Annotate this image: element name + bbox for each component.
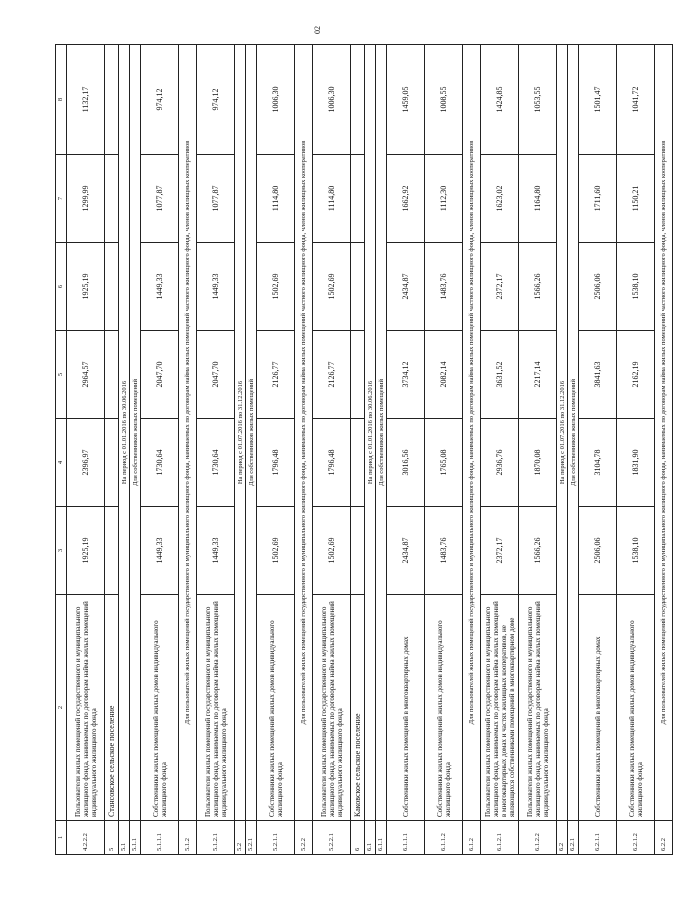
value-cell: 1501,47	[579, 45, 617, 155]
value-cell: 1164,80	[519, 155, 557, 243]
row-code: 6.1.1	[376, 821, 387, 855]
value-cell: 3016,56	[387, 419, 425, 507]
row-code: 5.1.2.1	[197, 821, 235, 855]
table-row	[579, 45, 617, 855]
row-code: 5.1.2	[179, 821, 197, 855]
value-cell: 1623,02	[481, 155, 519, 243]
value-cell: 1114,80	[313, 155, 351, 243]
value-cell: 1925,19	[67, 507, 105, 595]
value-cell: 1449,33	[197, 507, 235, 595]
value-cell: 3841,63	[579, 331, 617, 419]
value-cell: 2126,77	[257, 331, 295, 419]
period-text: На период с 01.01.2016 по 30.06.2016	[119, 45, 130, 821]
value-cell: 3104,78	[579, 419, 617, 507]
header-cell: 2	[56, 595, 67, 821]
value-cell: 2396,97	[67, 419, 105, 507]
value-cell: 1483,76	[425, 243, 463, 331]
value-cell: 1483,76	[425, 507, 463, 595]
section-row	[105, 45, 119, 855]
value-cell: 1299,99	[67, 155, 105, 243]
value-cell: 1538,10	[617, 243, 655, 331]
section-row	[351, 45, 365, 855]
table-row	[67, 45, 105, 855]
row-code: 6.1.1.1	[387, 821, 425, 855]
row-label: Пользователи жилых помещений государственного и муниципального жилищного фонда, нанимаемых по договорам найма жилых помещений индивидуального жилищного фонда	[67, 595, 105, 821]
row-code: 6.1.1.2	[425, 821, 463, 855]
empty-cell	[105, 419, 119, 507]
value-cell: 2434,87	[387, 507, 425, 595]
row-code: 6.1.2.2	[519, 821, 557, 855]
row-code: 6.2	[557, 821, 568, 855]
value-cell: 1502,69	[313, 507, 351, 595]
value-cell: 2372,17	[481, 243, 519, 331]
value-cell: 1730,64	[141, 419, 179, 507]
value-cell: 1006,30	[313, 45, 351, 155]
value-cell: 1538,10	[617, 507, 655, 595]
empty-cell	[105, 331, 119, 419]
row-label: Собственники жилых помещений жилых домов индивидуального жилищного фонда	[257, 595, 295, 821]
period-row	[365, 45, 376, 855]
value-cell: 1112,30	[425, 155, 463, 243]
row-label: Собственники жилых помещений жилых домов индивидуального жилищного фонда	[425, 595, 463, 821]
row-code: 5.2.1.1	[257, 821, 295, 855]
period-row	[235, 45, 246, 855]
table-row	[617, 45, 655, 855]
value-cell: 2506,06	[579, 243, 617, 331]
value-cell: 1730,64	[197, 419, 235, 507]
row-code: 5.1	[119, 821, 130, 855]
header-cell: 8	[56, 45, 67, 155]
value-cell: 1041,72	[617, 45, 655, 155]
empty-cell	[351, 243, 365, 331]
row-code: 6.2.2	[655, 821, 673, 855]
value-cell: 1566,26	[519, 507, 557, 595]
period-text: Для собственников жилых помещений	[246, 45, 257, 821]
period-text: Для пользователей жилых помещений государственного и муниципального жилищного фонда, нанимаемых по договорам найма жилых помещений частного жилищного фонда, членов жилищных кооперативов	[179, 45, 197, 821]
period-row	[119, 45, 130, 855]
row-code: 5	[105, 821, 119, 855]
value-cell: 3734,12	[387, 331, 425, 419]
period-row	[463, 45, 481, 855]
table-row	[425, 45, 463, 855]
row-label: Пользователи жилых помещений государственного и муниципального жилищного фонда, нанимаемых по договорам найма жилых помещений в многоквартирных домах и частях жилищных кооперативов, не являющихся собственниками помещений в многоквартирном доме	[481, 595, 519, 821]
period-row	[557, 45, 568, 855]
value-cell: 1502,69	[257, 243, 295, 331]
value-cell: 1765,08	[425, 419, 463, 507]
period-row	[179, 45, 197, 855]
empty-cell	[105, 45, 119, 155]
row-code: 6.1.2.1	[481, 821, 519, 855]
value-cell: 2162,19	[617, 331, 655, 419]
value-cell: 1008,55	[425, 45, 463, 155]
period-text: На период с 01.07.2016 по 31.12.2016	[235, 45, 246, 821]
empty-cell	[351, 331, 365, 419]
period-text: Для собственников жилых помещений	[568, 45, 579, 821]
row-code: 5.2	[235, 821, 246, 855]
value-cell: 1006,30	[257, 45, 295, 155]
period-text: Для пользователей жилых помещений государственного и муниципального жилищного фонда, нанимаемых по договорам найма жилых помещений частного жилищного фонда, членов жилищных кооперативов	[295, 45, 313, 821]
value-cell: 1566,26	[519, 243, 557, 331]
page-number: 02	[313, 26, 322, 34]
table-row	[481, 45, 519, 855]
value-cell: 1459,05	[387, 45, 425, 155]
value-cell: 1132,17	[67, 45, 105, 155]
row-code: 5.2.1	[246, 821, 257, 855]
value-cell: 1711,60	[579, 155, 617, 243]
value-cell: 2936,76	[481, 419, 519, 507]
value-cell: 1424,85	[481, 45, 519, 155]
value-cell: 1449,33	[141, 507, 179, 595]
period-text: Для собственников жилых помещений	[376, 45, 387, 821]
value-cell: 974,12	[141, 45, 179, 155]
empty-cell	[351, 155, 365, 243]
row-code: 6	[351, 821, 365, 855]
period-text: Для пользователей жилых помещений государственного и муниципального жилищного фонда, нанимаемых по договорам найма жилых помещений частного жилищного фонда, членов жилищных кооперативов	[463, 45, 481, 821]
row-label: Собственники жилых помещений в многоквартирных домах	[387, 595, 425, 821]
empty-cell	[105, 243, 119, 331]
header-row	[56, 45, 67, 855]
header-cell: 6	[56, 243, 67, 331]
table-row	[519, 45, 557, 855]
row-code: 5.1.1.1	[141, 821, 179, 855]
row-label: Собственники жилых помещений жилых домов индивидуального жилищного фонда	[617, 595, 655, 821]
period-text: На период с 01.07.2016 по 31.12.2016	[557, 45, 568, 821]
table-row	[141, 45, 179, 855]
header-cell: 5	[56, 331, 67, 419]
row-code: 6.2.1.1	[579, 821, 617, 855]
period-row	[655, 45, 673, 855]
value-cell: 1502,69	[257, 507, 295, 595]
period-row	[295, 45, 313, 855]
value-cell: 2217,14	[519, 331, 557, 419]
row-code: 6.2.1	[568, 821, 579, 855]
value-cell: 1077,87	[197, 155, 235, 243]
value-cell: 1150,21	[617, 155, 655, 243]
value-cell: 1662,92	[387, 155, 425, 243]
row-label: Пользователи жилых помещений государственного и муниципального жилищного фонда, нанимаемых по договорам найма жилых помещений индивидуального жилищного фонда	[197, 595, 235, 821]
row-code: 5.2.2	[295, 821, 313, 855]
header-cell: 1	[56, 821, 67, 855]
tariff-table	[55, 44, 673, 855]
value-cell: 1796,48	[313, 419, 351, 507]
value-cell: 1831,90	[617, 419, 655, 507]
row-code: 6.1	[365, 821, 376, 855]
header-cell: 7	[56, 155, 67, 243]
value-cell: 2964,57	[67, 331, 105, 419]
row-code: 6.2.1.2	[617, 821, 655, 855]
period-text: На период с 01.01.2016 по 30.06.2016	[365, 45, 376, 821]
value-cell: 1925,19	[67, 243, 105, 331]
row-label: Собственники жилых помещений жилых домов индивидуального жилищного фонда	[141, 595, 179, 821]
value-cell: 1796,48	[257, 419, 295, 507]
value-cell: 2372,17	[481, 507, 519, 595]
value-cell: 1870,08	[519, 419, 557, 507]
row-code: 4.2.2.2	[67, 821, 105, 855]
value-cell: 1449,33	[141, 243, 179, 331]
period-row	[568, 45, 579, 855]
empty-cell	[351, 419, 365, 507]
value-cell: 2434,87	[387, 243, 425, 331]
value-cell: 2047,70	[141, 331, 179, 419]
value-cell: 1077,87	[141, 155, 179, 243]
empty-cell	[351, 507, 365, 595]
value-cell: 1449,33	[197, 243, 235, 331]
table-row	[387, 45, 425, 855]
table-body	[56, 45, 673, 855]
value-cell: 1053,55	[519, 45, 557, 155]
period-row	[246, 45, 257, 855]
table-row	[313, 45, 351, 855]
rotated-table-page	[55, 55, 667, 855]
period-row	[376, 45, 387, 855]
header-cell: 4	[56, 419, 67, 507]
value-cell: 974,12	[197, 45, 235, 155]
table-row	[257, 45, 295, 855]
empty-cell	[105, 507, 119, 595]
row-label: Пользователи жилых помещений государственного и муниципального жилищного фонда, нанимаемых по договорам найма жилых помещений индивидуального жилищного фонда	[519, 595, 557, 821]
row-code: 6.1.2	[463, 821, 481, 855]
value-cell: 2082,14	[425, 331, 463, 419]
value-cell: 1114,80	[257, 155, 295, 243]
section-title: Стансовское сельское поселение	[105, 595, 119, 821]
row-label: Пользователи жилых помещений государственного и муниципального жилищного фонда, нанимаемых по договорам найма жилых помещений индивидуального жилищного фонда	[313, 595, 351, 821]
period-text: Для пользователей жилых помещений государственного и муниципального жилищного фонда, нанимаемых по договорам найма жилых помещений частного жилищного фонда, членов жилищных кооперативов	[655, 45, 673, 821]
empty-cell	[351, 45, 365, 155]
row-code: 5.1.1	[130, 821, 141, 855]
header-cell: 3	[56, 507, 67, 595]
section-title: Каковское сельское поселение	[351, 595, 365, 821]
row-label: Собственники жилых помещений в многоквартирных домах	[579, 595, 617, 821]
value-cell: 1502,69	[313, 243, 351, 331]
period-row	[130, 45, 141, 855]
period-text: Для собственников жилых помещений	[130, 45, 141, 821]
value-cell: 3631,52	[481, 331, 519, 419]
empty-cell	[105, 155, 119, 243]
row-code: 5.2.2.1	[313, 821, 351, 855]
value-cell: 2126,77	[313, 331, 351, 419]
table-row	[197, 45, 235, 855]
value-cell: 2506,06	[579, 507, 617, 595]
value-cell: 2047,70	[197, 331, 235, 419]
